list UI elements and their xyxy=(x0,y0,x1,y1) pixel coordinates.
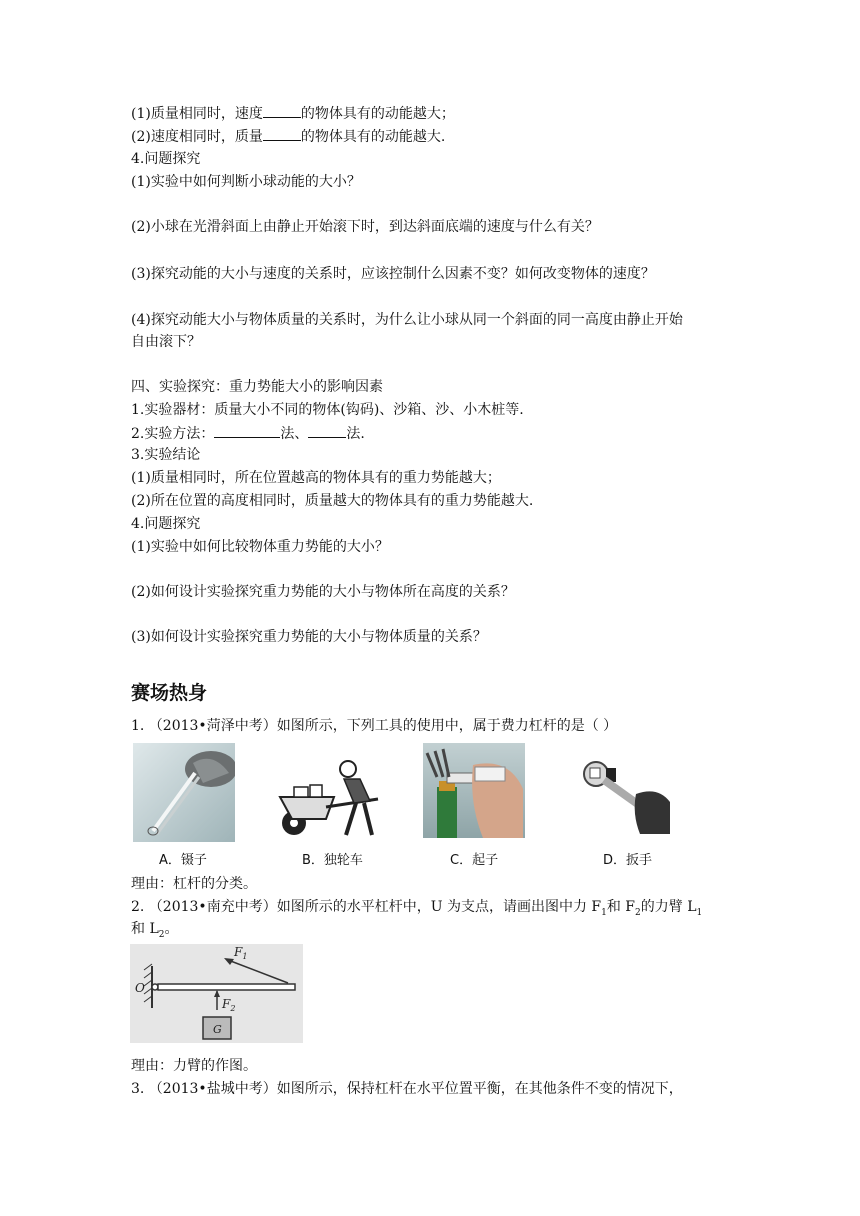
section4-method xyxy=(131,424,365,443)
problem-1: 1. （2013•菏泽中考）如图所示，下列工具的使用中，属于费力杠杆的是（ ） xyxy=(131,718,618,734)
conclusion-1-text: (1)质量相同时，速度 xyxy=(131,106,263,122)
option-c-label: C．起子 xyxy=(450,853,499,868)
p2-sub-1: 1 xyxy=(601,907,607,918)
option-d-label: D．扳手 xyxy=(603,853,653,868)
p2-text-c: 的力臂 L xyxy=(640,899,697,915)
section4-conclusion-title: 3.实验结论 xyxy=(131,447,201,463)
section4-equipment: 1.实验器材：质量大小不同的物体(钩码)、沙箱、沙、小木桩等. xyxy=(131,402,524,418)
fig-label-f1: $F_1$ xyxy=(234,945,248,961)
fig-label-f2: $F_2$ xyxy=(222,997,236,1013)
conclusion-1 xyxy=(131,104,455,123)
p2-sub-2: 2 xyxy=(635,907,641,918)
section4-question-3: (3)如何设计实验探究重力势能的大小与物体质量的关系？ xyxy=(131,629,487,645)
p2-text-d: 和 L xyxy=(131,921,159,937)
warmup-heading: 赛场热身 xyxy=(131,682,208,704)
problem-2-line-2 xyxy=(131,920,178,944)
p2-text-a: 2. （2013•南充中考）如图所示的水平杠杆中，U 为支点，请画出图中力 F xyxy=(131,899,602,915)
bottle-opener-image xyxy=(423,743,525,838)
question-title: 4.问题探究 xyxy=(131,151,201,167)
lever-figure xyxy=(130,944,303,1043)
reason-2: 理由：力臂的作图。 xyxy=(131,1058,257,1074)
wrench-image xyxy=(578,758,671,834)
option-b-label: B．独轮车 xyxy=(302,853,363,868)
answer-blank xyxy=(263,104,301,118)
conclusion-2-text: (2)速度相同时，质量 xyxy=(131,129,263,145)
wheelbarrow-image xyxy=(274,757,389,839)
fig-label-g: G xyxy=(213,1023,222,1036)
section4-question-2: (2)如何设计实验探究重力势能的大小与物体所在高度的关系？ xyxy=(131,584,515,600)
method-text-end: 法. xyxy=(346,426,365,442)
section4-conclusion-2: (2)所在位置的高度相同时，质量越大的物体具有的重力势能越大. xyxy=(131,493,534,509)
tweezers-image xyxy=(133,743,235,842)
conclusion-2 xyxy=(131,127,445,146)
option-a-label: A．镊子 xyxy=(159,853,207,868)
question-3: (3)探究动能的大小与速度的关系时，应该控制什么因素不变？如何改变物体的速度？ xyxy=(131,266,655,282)
method-text: 法、 xyxy=(280,426,309,442)
question-4-line-1: (4)探究动能大小与物体质量的关系时，为什么让小球从同一个斜面的同一高度由静止开始 xyxy=(131,312,683,328)
p2-sub-4: 2 xyxy=(158,929,165,940)
p2-sub-3: 1 xyxy=(696,907,703,918)
answer-blank xyxy=(308,424,346,438)
answer-blank xyxy=(214,424,280,438)
reason-1: 理由：杠杆的分类。 xyxy=(131,876,257,892)
fig-label-o: O xyxy=(135,981,145,995)
conclusion-2-text-b: 的物体具有的动能越大. xyxy=(300,129,446,145)
conclusion-1-text-b: 的物体具有的动能越大； xyxy=(300,106,455,122)
question-2: (2)小球在光滑斜面上由静止开始滚下时，到达斜面底端的速度与什么有关？ xyxy=(131,219,599,235)
problem-2-line-1 xyxy=(131,898,702,922)
problem-3: 3. （2013•盐城中考）如图所示，保持杠杆在水平位置平衡，在其他条件不变的情况下， xyxy=(131,1081,683,1097)
answer-blank xyxy=(263,127,301,141)
section4-title: 四、实验探究：重力势能大小的影响因素 xyxy=(131,379,383,395)
section4-question-1: (1)实验中如何比较物体重力势能的大小？ xyxy=(131,539,389,555)
question-1: (1)实验中如何判断小球动能的大小？ xyxy=(131,174,361,190)
method-label: 2.实验方法： xyxy=(131,426,215,442)
section4-question-title: 4.问题探究 xyxy=(131,516,201,532)
p2-text-e: 。 xyxy=(164,921,179,937)
p2-text-b: 和 F xyxy=(606,899,636,915)
question-4-line-2: 自由滚下？ xyxy=(131,334,201,350)
section4-conclusion-1: (1)质量相同时，所在位置越高的物体具有的重力势能越大； xyxy=(131,470,501,486)
